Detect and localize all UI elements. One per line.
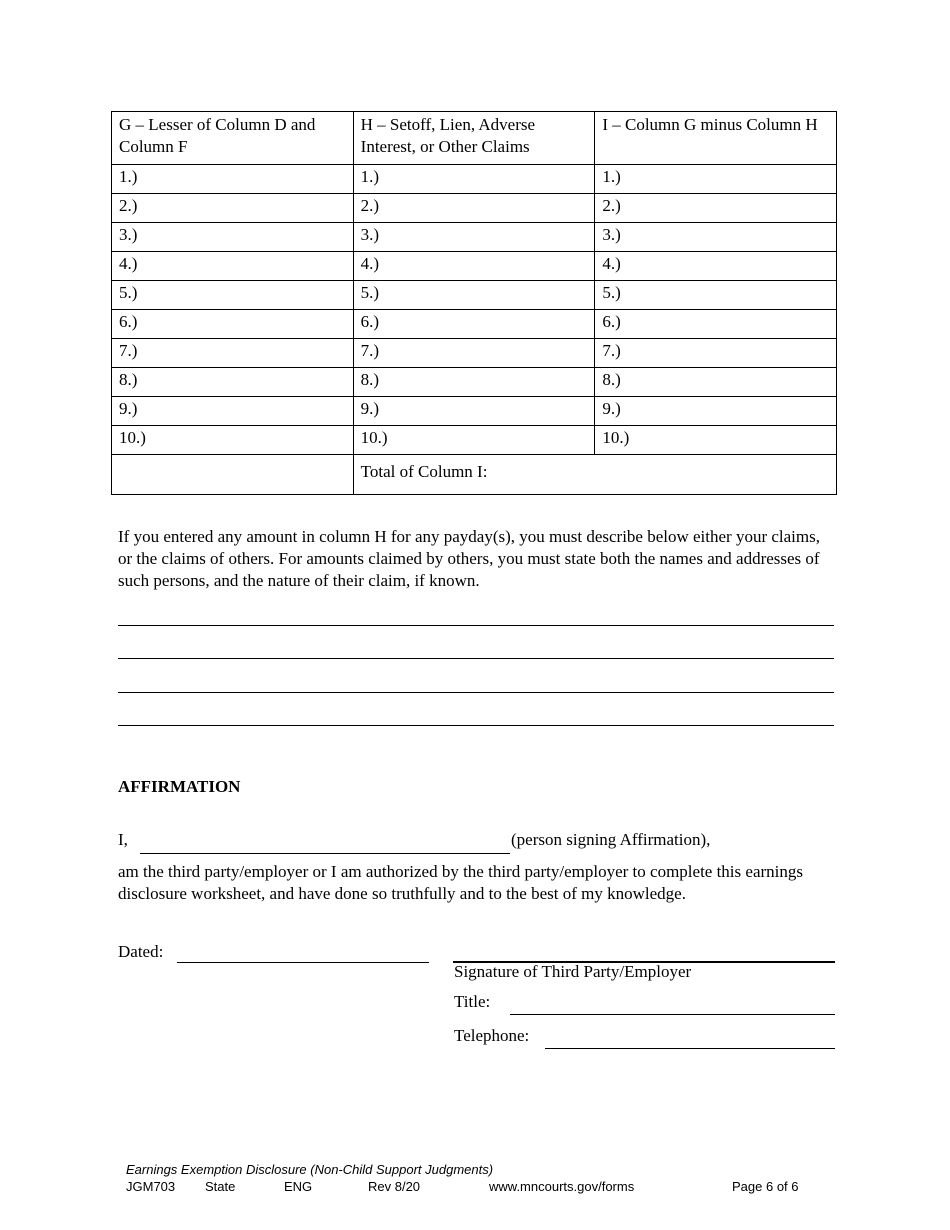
column-h-cell[interactable]: 5.): [353, 281, 595, 310]
column-i-cell[interactable]: 10.): [595, 426, 837, 455]
dated-field[interactable]: [177, 962, 429, 963]
column-g-header: G – Lesser of Column D and Column F: [112, 112, 354, 165]
column-g-cell[interactable]: 7.): [112, 339, 354, 368]
table-row: [112, 194, 837, 223]
column-g-cell[interactable]: 8.): [112, 368, 354, 397]
table-row: [112, 281, 837, 310]
table-row: [112, 426, 837, 455]
column-i-cell[interactable]: 6.): [595, 310, 837, 339]
column-i-cell[interactable]: 9.): [595, 397, 837, 426]
affirmation-statement: am the third party/employer or I am authorized by the third party/employer to complete this earnings disclosure worksheet, and have done so truthfully and to the best of my knowledge.: [118, 862, 803, 903]
table-row: [112, 165, 837, 194]
affirmation-prefix: I,: [118, 830, 128, 849]
footer-page-number: Page 6 of 6: [732, 1179, 799, 1194]
column-h-header: H – Setoff, Lien, Adverse Interest, or Other Claims: [353, 112, 595, 165]
claims-description-line-3[interactable]: [118, 692, 834, 693]
column-h-cell[interactable]: 8.): [353, 368, 595, 397]
dated-label: Dated:: [118, 942, 164, 961]
column-i-cell[interactable]: 8.): [595, 368, 837, 397]
column-i-cell[interactable]: 5.): [595, 281, 837, 310]
table-body: [112, 165, 837, 495]
claims-description-line-4[interactable]: [118, 725, 834, 726]
signature-label: Signature of Third Party/Employer: [454, 962, 692, 981]
column-h-instructions: If you entered any amount in column H for any payday(s), you must describe below either your claims, or the claims of others. For amounts claimed by others, you must state both the names and addresses of such persons, and the nature of their claim, if known.: [118, 527, 820, 590]
total-row: [112, 455, 837, 495]
column-g-cell[interactable]: 9.): [112, 397, 354, 426]
column-i-cell[interactable]: 2.): [595, 194, 837, 223]
footer-revision: Rev 8/20: [368, 1179, 421, 1194]
column-g-cell[interactable]: 3.): [112, 223, 354, 252]
column-g-cell[interactable]: 6.): [112, 310, 354, 339]
column-h-cell[interactable]: 3.): [353, 223, 595, 252]
footer-language: ENG: [284, 1179, 313, 1194]
column-g-cell[interactable]: 2.): [112, 194, 354, 223]
title-field[interactable]: [510, 1014, 835, 1015]
table-row: [112, 223, 837, 252]
telephone-label: Telephone:: [454, 1026, 530, 1045]
column-i-cell[interactable]: 3.): [595, 223, 837, 252]
total-column-i-field[interactable]: Total of Column I:: [353, 455, 836, 495]
claims-description-line-1[interactable]: [118, 625, 834, 626]
column-h-cell[interactable]: 6.): [353, 310, 595, 339]
footer-jurisdiction: State: [205, 1179, 236, 1194]
column-g-cell[interactable]: 5.): [112, 281, 354, 310]
table-row: [112, 397, 837, 426]
column-h-cell[interactable]: 9.): [353, 397, 595, 426]
column-h-cell[interactable]: 2.): [353, 194, 595, 223]
table-row: [112, 310, 837, 339]
column-g-cell[interactable]: 1.): [112, 165, 354, 194]
title-label: Title:: [454, 992, 491, 1011]
column-h-cell[interactable]: 7.): [353, 339, 595, 368]
person-signing-label: (person signing Affirmation),: [511, 830, 711, 849]
claims-description-line-2[interactable]: [118, 658, 834, 659]
footer-website: www.mncourts.gov/forms: [489, 1179, 635, 1194]
column-h-cell[interactable]: 4.): [353, 252, 595, 281]
affirmation-heading: AFFIRMATION: [118, 777, 241, 796]
worksheet-table: [111, 111, 837, 495]
footer-form-code: JGM703: [126, 1179, 176, 1194]
column-i-cell[interactable]: 1.): [595, 165, 837, 194]
column-g-cell[interactable]: 4.): [112, 252, 354, 281]
table-row: [112, 339, 837, 368]
table-row: [112, 252, 837, 281]
footer-form-title: Earnings Exemption Disclosure (Non-Child Support Judgments): [126, 1162, 494, 1177]
signer-name-field[interactable]: [140, 853, 510, 854]
table-header-row: [112, 112, 837, 165]
telephone-field[interactable]: [545, 1048, 835, 1049]
column-h-cell[interactable]: 1.): [353, 165, 595, 194]
column-g-cell[interactable]: 10.): [112, 426, 354, 455]
column-i-cell[interactable]: 4.): [595, 252, 837, 281]
column-i-header: I – Column G minus Column H: [595, 112, 837, 165]
table-row: [112, 368, 837, 397]
total-empty-cell: [112, 455, 354, 495]
column-i-cell[interactable]: 7.): [595, 339, 837, 368]
column-h-cell[interactable]: 10.): [353, 426, 595, 455]
